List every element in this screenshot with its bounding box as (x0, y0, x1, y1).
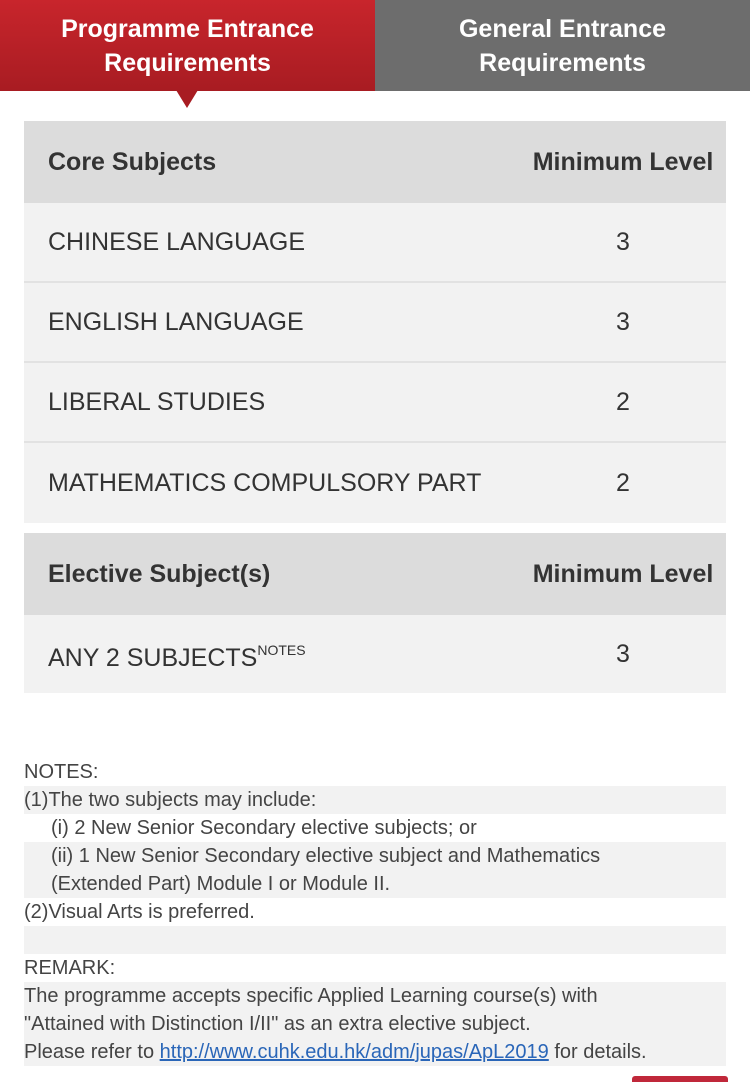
spacer (24, 926, 726, 954)
remark-title: REMARK: (24, 957, 116, 979)
minimum-level: 2 (616, 388, 630, 416)
tab-programme-entrance-requirements[interactable] (0, 0, 375, 91)
minimum-level: 3 (616, 228, 630, 256)
table-row (24, 363, 726, 443)
notes-section (24, 758, 726, 1066)
table-row (24, 203, 726, 283)
requirements-tabs (0, 0, 750, 91)
table-row (24, 615, 726, 693)
core-subjects-table (24, 121, 726, 523)
tab-label: Programme Entrance Requirements (61, 14, 314, 77)
remark-line-3 (24, 1038, 726, 1066)
apl-link[interactable]: http://www.cuhk.edu.hk/adm/jupas/ApL2019 (159, 1041, 549, 1063)
notes-title: NOTES: (24, 761, 99, 783)
subject-name: LIBERAL STUDIES (48, 388, 266, 416)
note-1-i: (i) 2 New Senior Secondary elective subjects; or (51, 817, 477, 839)
minimum-level: 2 (616, 469, 630, 497)
active-tab-indicator (176, 90, 198, 108)
table-row (24, 443, 726, 523)
table-header (24, 121, 726, 203)
subject-name: CHINESE LANGUAGE (48, 228, 306, 256)
minimum-level-heading: Minimum Level (532, 560, 714, 588)
note-1-ii: (ii) 1 New Senior Secondary elective subject and Mathematics (24, 842, 726, 870)
table-row (24, 283, 726, 363)
minimum-level: 3 (616, 640, 630, 668)
subject-name: MATHEMATICS COMPULSORY PART (48, 469, 482, 497)
subject-name: ENGLISH LANGUAGE (48, 308, 304, 336)
minimum-level: 3 (616, 308, 630, 336)
core-subjects-heading: Core Subjects (48, 148, 217, 176)
table-header (24, 533, 726, 615)
tab-label: General Entrance Requirements (458, 14, 667, 77)
note-2: (2)Visual Arts is preferred. (24, 901, 255, 923)
remark-line-1: The programme accepts specific Applied Learning course(s) with (24, 982, 726, 1010)
tab-general-entrance-requirements[interactable] (375, 0, 750, 91)
minimum-level-heading: Minimum Level (532, 148, 714, 176)
remark-prefix: Please refer to (24, 1041, 155, 1063)
elective-subjects-heading: Elective Subject(s) (48, 560, 271, 588)
subject-name (24, 633, 520, 675)
note-1-ii-continued: (Extended Part) Module I or Module II. (24, 870, 726, 898)
notes-superscript: NOTES (257, 642, 306, 658)
remark-line-2: "Attained with Distinction I/II" as an extra elective subject. (24, 1010, 726, 1038)
elective-subjects-table (24, 533, 726, 693)
bottom-button-edge[interactable] (632, 1076, 728, 1082)
remark-suffix: for details. (554, 1041, 647, 1063)
subject-text: ANY 2 SUBJECTS (48, 644, 258, 672)
note-1: (1)The two subjects may include: (24, 786, 726, 814)
